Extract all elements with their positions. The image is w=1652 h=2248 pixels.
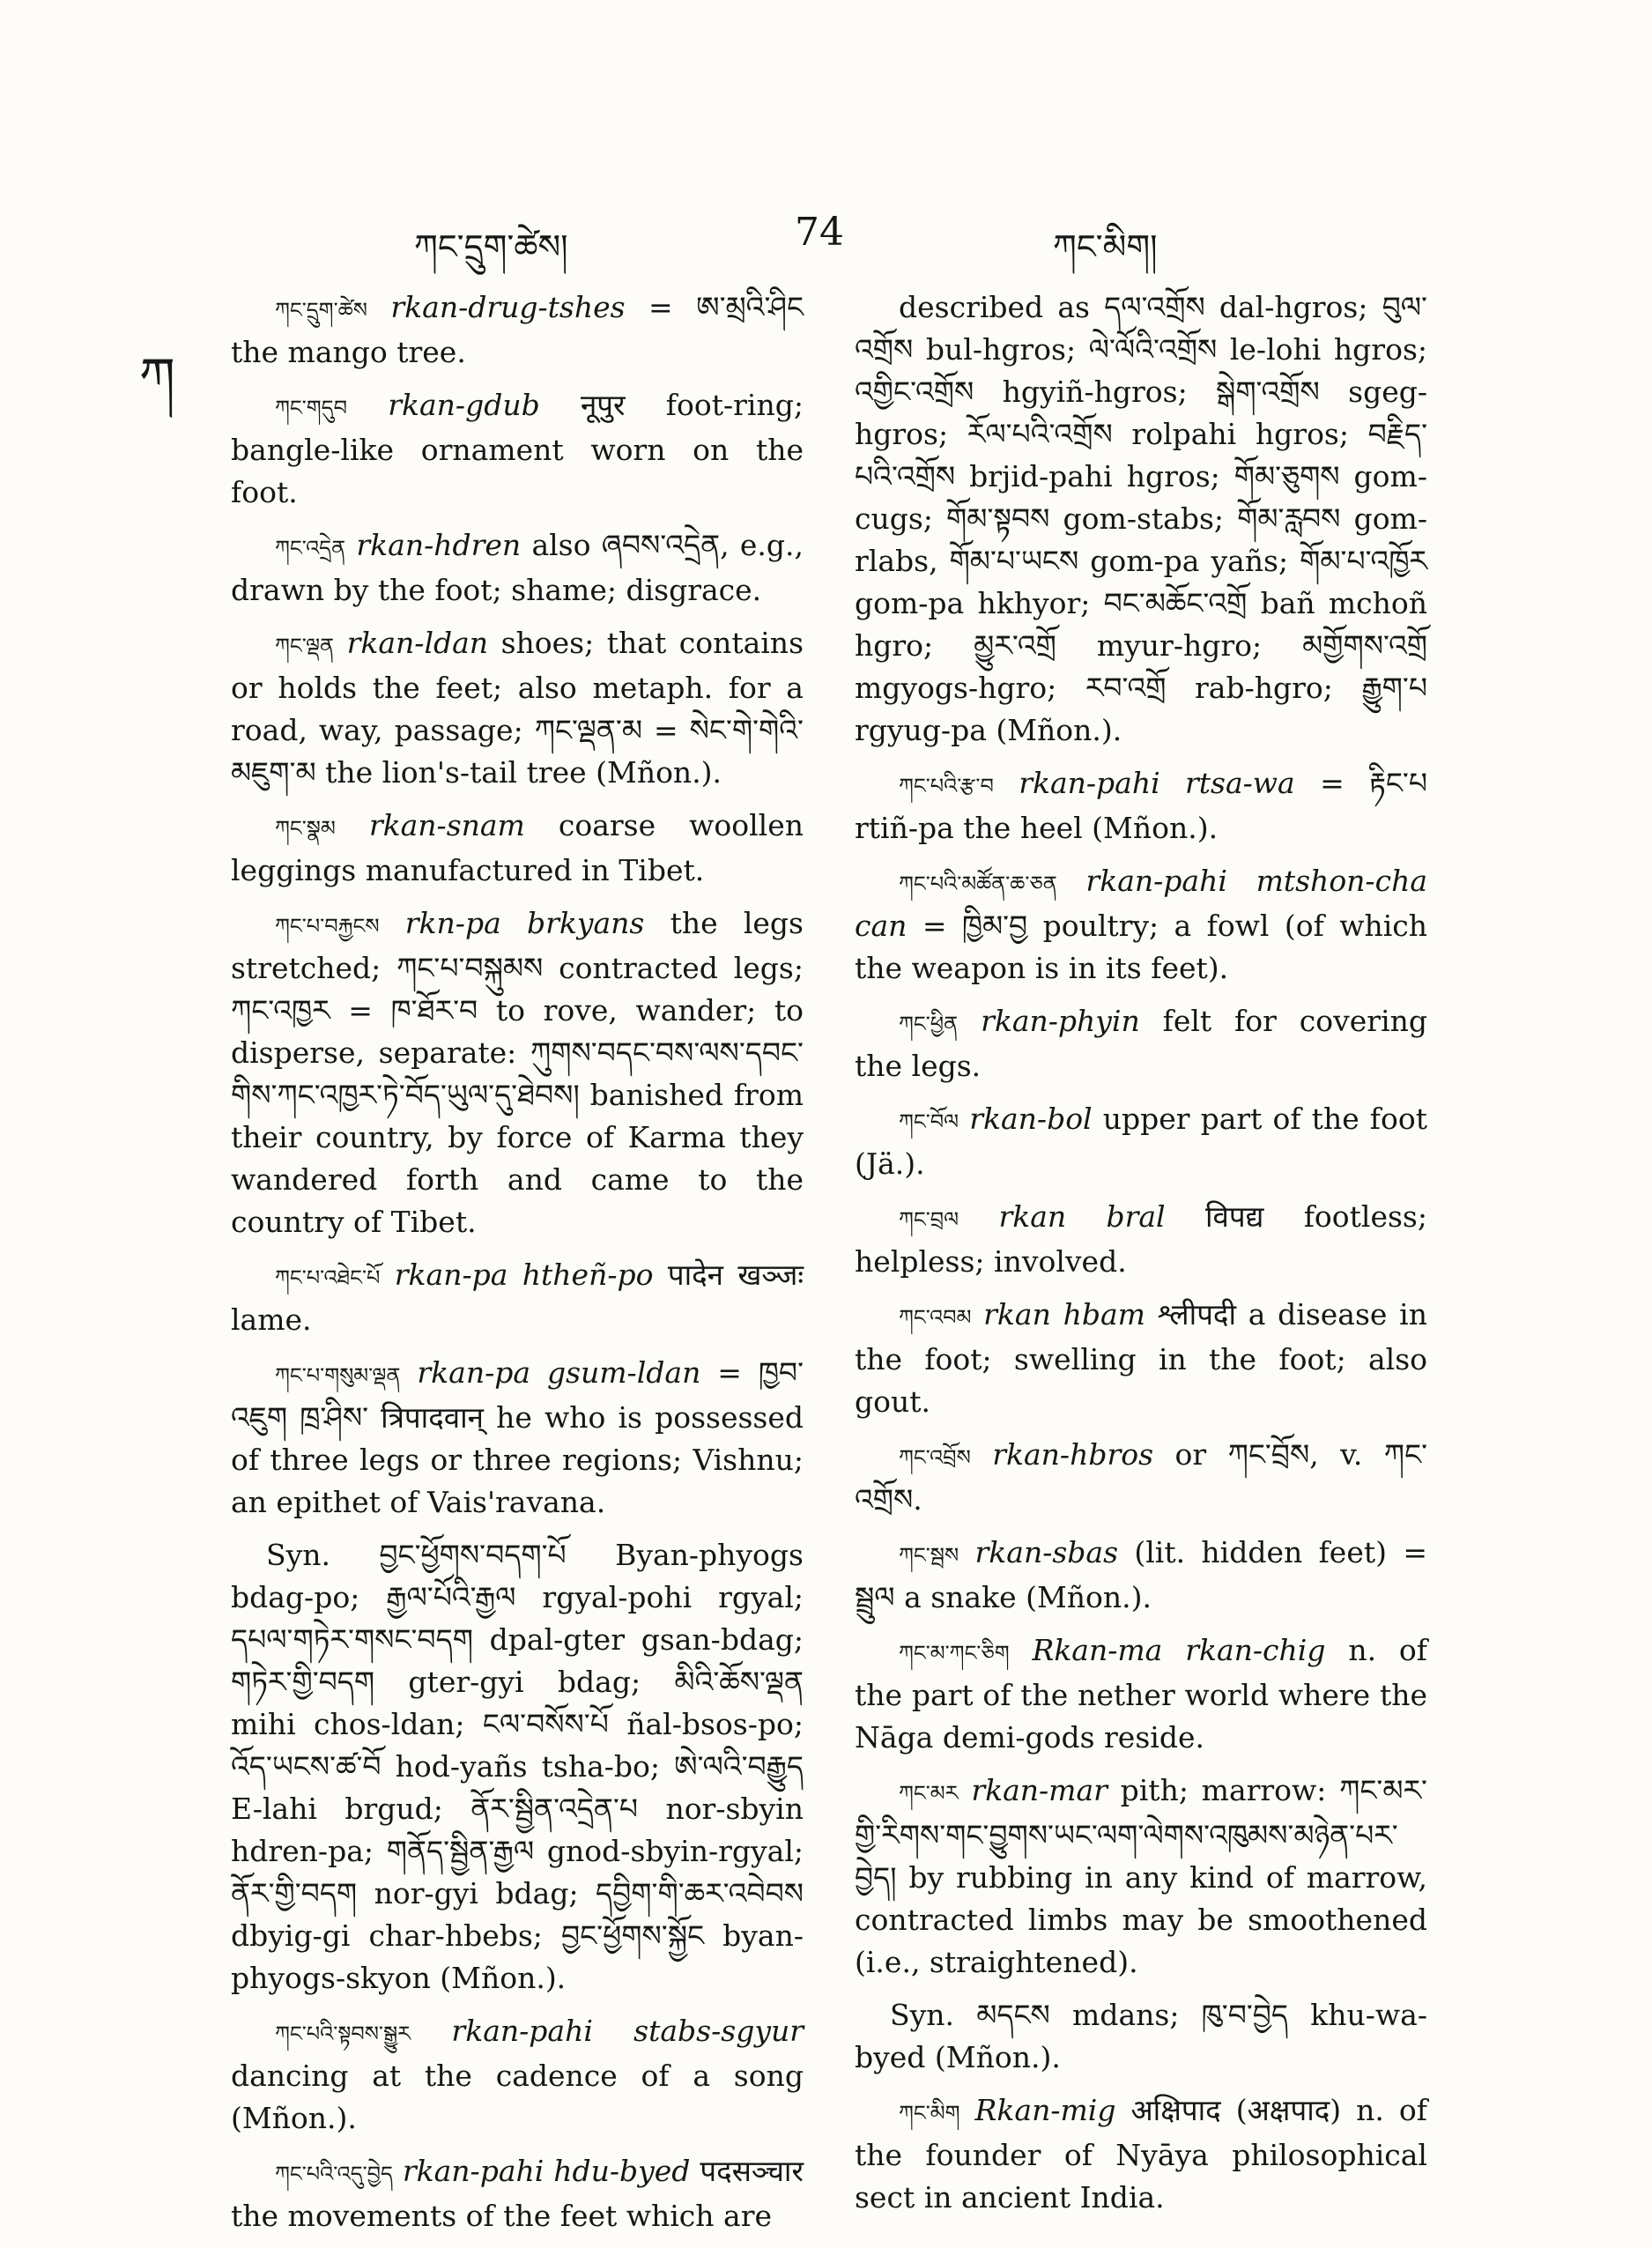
entry-transliteration: rkn-pa brkyans <box>404 906 645 940</box>
entry-definition: the legs stretched; ཀང་པ་བསྐུམས contracted legs; ཀང་འཁྱར = ཁ་ཐོར་བ to rove, wander; to disperse, separate: ཀུགས་བདང་བས་ལས་དབང་གིས་ཀང་འཁྱར་ཏེ་བོད་ཡུལ་དུ་ཐེབས། banished from their country, by force of Karma they wandered forth and came to the country of Tibet. <box>231 906 804 1239</box>
entry-definition: पादेन खञ्जः lame. <box>231 1258 804 1337</box>
entry-transliteration: rkan-pa htheñ-po <box>394 1258 654 1292</box>
dictionary-entry <box>231 1254 804 1341</box>
entry-definition: अक्षिपाद (अक्षपाद) n. of the founder of Nyāya philosophical sect in ancient India. <box>855 2093 1427 2215</box>
header-left-headword: ཀང་དྲུག་ཚེས། <box>414 227 568 266</box>
entry-headword-tibetan: ཀང་གདུབ <box>275 396 347 420</box>
dictionary-entry <box>855 1629 1427 1759</box>
entry-definition: pith; marrow: ཀང་མར་གྱི་རིགས་གང་བྱུགས་ཡང་ལག་ལེགས་འཁུམས་མཉེན་པར་བྱེད། by rubbing in any kind of marrow, contracted limbs may be smoothened (i.e., straightened). <box>855 1773 1427 1979</box>
entry-transliteration: rkan-drug-tshes <box>390 290 626 324</box>
entry-transliteration: rkan-pahi stabs-sgyur <box>451 2014 804 2048</box>
entry-headword-tibetan: ཀང་པ་གསུམ་ལྡན <box>275 1363 401 1388</box>
right-column <box>855 286 1427 2229</box>
entry-headword-tibetan: ཀང་ཕྱིན <box>899 1012 959 1036</box>
dictionary-entry <box>855 762 1427 849</box>
dictionary-entry <box>855 1000 1427 1087</box>
entry-definition: upper part of the foot (Jä.). <box>855 1102 1428 1181</box>
entry-definition: བྱང་ཕྱོགས་བདག་པོ Byan-phyogs bdag-po; རྒྱལ་པོའི་རྒྱལ rgyal-pohi rgyal; དཔལ་གཏེར་གསང་བདག dpal-gter gsan-bdag; གཏེར་གྱི་བདག gter-gyi bdag; མིའི་ཆོས་ལྡན mihi chos-ldan; ངལ་བསོས་པོ ñal-bsos-po; འོད་ཡངས་ཚ་བོ hod-yañs tsha-bo; ཨེ་ལའི་བརྒྱུད E-lahi brgud; ནོར་སྦྱིན་འདྲེན་པ nor-sbyin hdren-pa; གནོད་སྦྱིན་རྒྱལ gnod-sbyin-rgyal; ནོར་གྱི་བདག nor-gyi bdag; དབྱིག་གི་ཆར་འབེབས dbyig-gi char-hbebs; བྱང་ཕྱོགས་སྐྱོང byan-phyogs-skyon (Mñon.). <box>231 1538 804 1995</box>
entry-transliteration: rkan-pahi mtshon-cha can <box>855 864 1427 943</box>
entry-transliteration: rkan-sbas <box>974 1535 1119 1569</box>
dictionary-entry <box>855 1532 1427 1619</box>
entry-headword-tibetan: ཀང་སྣམ <box>275 816 336 841</box>
entry-headword-tibetan: ཀང་པ་བརྐྱངས <box>275 914 380 939</box>
entry-definition: shoes; that contains or holds the feet; also metaph. for a road, way, passage; ཀང་ལྡན་མ = སེང་གེ་གེའི་མཇུག་མ the lion's-tail tree (Mñon.). <box>231 626 804 790</box>
entry-headword-tibetan: ཀང་པའི་འདུ་བྱེད <box>275 2162 393 2186</box>
dictionary-entry <box>855 1434 1427 1521</box>
entry-transliteration: rkan-phyin <box>981 1004 1140 1038</box>
dictionary-entry <box>855 860 1427 990</box>
entry-headword-tibetan: ཀང་མར <box>899 1781 959 1806</box>
entry-transliteration: Rkan-mig <box>974 2093 1116 2127</box>
entry-transliteration: Rkan-ma rkan-chig <box>1032 1633 1326 1667</box>
entry-headword-tibetan: ཀང་མ་ཀང་ཅིག <box>899 1641 1010 1666</box>
entry-definition: or ཀང་བྲོས, v. ཀང་འགྲོས. <box>855 1437 1428 1517</box>
entry-label: Syn. <box>266 1538 330 1572</box>
entry-definition: dancing at the cadence of a song (Mñon.). <box>231 2059 804 2135</box>
entry-headword-tibetan: ཀང་འབྲོས <box>899 1445 971 1470</box>
entry-definition: = ཁྱབ་འཇུག ཁྲ་ཤིས་ त्रिपादवान् he who is possessed of three legs or three regions; Vishnu; an epithet of Vais'ravana. <box>231 1355 804 1519</box>
entry-headword-tibetan: ཀང་འབམ <box>899 1305 972 1330</box>
entry-headword-tibetan: ཀང་འདྲེན <box>275 536 346 560</box>
dictionary-entry <box>855 2089 1427 2219</box>
dictionary-entry <box>855 1294 1427 1423</box>
entry-headword-tibetan: ཀང་པའི་རྩ་བ <box>899 774 994 798</box>
entry-transliteration: rkan-pahi rtsa-wa <box>1019 766 1295 800</box>
entry-headword-tibetan: ཀང་པའི་མཚོན་ཆ་ཅན <box>899 872 1057 896</box>
entry-definition: = ཨ་མྲའི་ཤིང the mango tree. <box>231 290 804 369</box>
entry-definition: विपद्य footless; helpless; involved. <box>855 1199 1427 1279</box>
dictionary-entry <box>855 1098 1427 1185</box>
entry-headword-tibetan: ཀང་པ་འཐེང་པོ <box>275 1265 381 1290</box>
entry-definition: नूपुर foot-ring; bangle-like ornament worn on the foot. <box>231 388 804 509</box>
entry-definition: = རྟིང་པ rtiñ-pa the heel (Mñon.). <box>855 766 1427 845</box>
dictionary-entry <box>231 2150 804 2237</box>
dictionary-entry <box>855 1994 1427 2079</box>
entry-headword-tibetan: ཀང་མིག <box>899 2101 960 2126</box>
entry-definition: coarse woollen leggings manufactured in Tibet. <box>231 808 804 887</box>
entry-definition: felt for covering the legs. <box>855 1004 1427 1083</box>
entry-transliteration: rkan bral <box>998 1199 1166 1234</box>
entry-definition: also ཞབས་འདྲེན, e.g., drawn by the foot; shame; disgrace. <box>231 528 804 607</box>
entry-transliteration: rkan-mar <box>971 1773 1108 1807</box>
dictionary-entry <box>231 1534 804 1999</box>
dictionary-entry <box>231 1352 804 1524</box>
entry-definition: མདངས mdans; ཁུ་བ་བྱེད khu-wa-byed (Mñon.). <box>855 1998 1427 2074</box>
entry-transliteration: rkan-hdren <box>356 528 522 562</box>
dictionary-entry <box>231 2010 804 2140</box>
entry-transliteration: rkan hbam <box>983 1297 1145 1332</box>
dictionary-entry <box>231 622 804 794</box>
entry-transliteration: rkan-bol <box>969 1102 1093 1136</box>
entry-headword-tibetan: ཀང་པའི་སྟབས་སྒྱུར <box>275 2022 411 2046</box>
entry-transliteration: rkan-pahi hdu-byed <box>402 2154 691 2188</box>
entry-definition: = ཁྱིམ་བྱ poultry; a fowl (of which the weapon is in its feet). <box>855 909 1427 985</box>
entry-definition: n. of the part of the nether world where the Nāga demi-gods reside. <box>855 1633 1427 1755</box>
left-column <box>231 286 804 2248</box>
dictionary-entry <box>231 384 804 514</box>
entry-transliteration: rkan-snam <box>368 808 525 842</box>
entry-transliteration: rkan-ldan <box>346 626 489 660</box>
dictionary-entry <box>855 1196 1427 1283</box>
dictionary-entry <box>231 524 804 612</box>
entry-headword-tibetan: ཀང་བོལ <box>899 1109 959 1134</box>
entry-headword-tibetan: ཀང་དྲུག་ཚེས <box>275 298 367 323</box>
running-header <box>0 210 1652 266</box>
entry-headword-tibetan: ཀང་ལྡན <box>275 634 335 658</box>
entry-headword-tibetan: ཀང་བྲལ <box>899 1207 959 1232</box>
entry-transliteration: rkan-pa gsum-ldan <box>417 1355 701 1390</box>
entry-transliteration: rkan-gdub <box>388 388 540 422</box>
dictionary-entry <box>231 805 804 892</box>
dictionary-entry <box>855 286 1427 752</box>
margin-letter-mark: ཀ <box>139 346 175 406</box>
dictionary-entry <box>855 1769 1427 1984</box>
page-number: 74 <box>795 210 844 255</box>
header-right-headword: ཀང་མིག། <box>1053 227 1158 266</box>
entry-definition: (lit. hidden feet) = སྦྲུལ a snake (Mñon.). <box>855 1535 1427 1614</box>
dictionary-entry <box>231 902 804 1243</box>
entry-headword-tibetan: ཀང་སྦས <box>899 1543 959 1568</box>
dictionary-entry <box>231 286 804 374</box>
entry-label: Syn. <box>890 1998 954 2032</box>
entry-definition: पदसञ्चार the movements of the feet which are <box>231 2154 804 2233</box>
entry-definition: described as དལ་འགྲོས dal-hgros; བུལ་འགྲོས bul-hgros; ལེ་ལོའི་འགྲོས le-lohi hgros; འགྱིང་འགྲོས hgyiñ-hgros; སྒེག་འགྲོས sgeg-hgros; རོལ་པའི་འགྲོས rolpahi hgros; བརྗིད་པའི་འགྲོས brjid-pahi hgros; གོམ་ཅུགས gom-cugs; གོམ་སྟབས gom-stabs; གོམ་རླབས gom-rlabs, གོམ་པ་ཡངས gom-pa yañs; གོམ་པ་འཁྱོར gom-pa hkhyor; བང་མཆོང་འགྲོ bañ mchoñ hgro; མྱུར་འགྲོ myur-hgro; མགྱོགས་འགྲོ mgyogs-hgro; རབ་འགྲོ rab-hgro; རྒྱུག་པ rgyug-pa (Mñon.). <box>855 290 1427 747</box>
entry-definition: श्लीपदी a disease in the foot; swelling in the foot; also gout. <box>855 1297 1427 1419</box>
entry-transliteration: rkan-hbros <box>992 1437 1154 1472</box>
